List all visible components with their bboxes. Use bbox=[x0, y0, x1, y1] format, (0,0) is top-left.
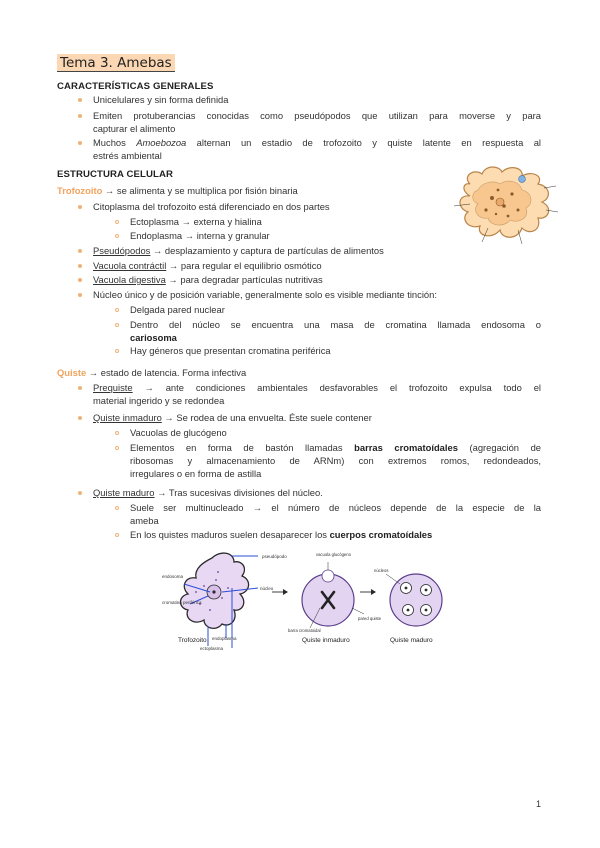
contractile-vacuole-bullet: Vacuola contráctil → para regular el equilibrio osmótico bbox=[93, 260, 322, 271]
ectoplasm-item: Ectoplasma → externa y hialina bbox=[130, 216, 262, 227]
bullet-dot bbox=[78, 278, 82, 282]
inmaduro-item-2-line1: Elementos en forma de bastón llamadas barras cromatoídales (agregación de bbox=[130, 442, 541, 453]
label-pseudopodo: pseudópodo bbox=[262, 554, 287, 559]
caption-quiste-maduro: Quiste maduro bbox=[390, 637, 433, 644]
trofozoito-drawing bbox=[181, 553, 249, 628]
label-endosoma: endosoma bbox=[162, 574, 184, 579]
prequiste-line2: material ingerido y se redondea bbox=[93, 395, 225, 406]
general-bullet-2-line2: capturar el alimento bbox=[93, 123, 176, 134]
life-cycle-figure bbox=[160, 548, 460, 658]
digestive-vacuole-bullet: Vacuola digestiva → para degradar partículas nutritivas bbox=[93, 274, 323, 285]
general-bullet-3-line1: Muchos Amoebozoa alternan un estadio de trofozoito y quiste latente en respuesta al bbox=[93, 137, 541, 148]
caption-quiste-inmaduro: Quiste inmaduro bbox=[302, 637, 350, 644]
sub-bullet-circle bbox=[115, 446, 119, 450]
label-endoplasma: endoplasma bbox=[212, 636, 237, 641]
label-vacuola: vacuola glucógeno bbox=[316, 552, 351, 557]
cytoplasm-bullet: Citoplasma del trofozoito está diferenciado en dos partes bbox=[93, 201, 330, 212]
sub-bullet-circle bbox=[115, 308, 119, 312]
bullet-dot bbox=[78, 264, 82, 268]
bullet-dot bbox=[78, 249, 82, 253]
nucleus-item-3: Hay géneros que presentan cromatina periférica bbox=[130, 345, 331, 356]
maduro-item-1-line1: Suele ser multinucleado → el número de núcleos depende de la especie de la bbox=[130, 502, 541, 513]
bullet-dot bbox=[78, 416, 82, 420]
pseudopod-bullet: Pseudópodos → desplazamiento y captura de partículas de alimentos bbox=[93, 245, 384, 256]
bullet-dot bbox=[78, 386, 82, 390]
quiste-inmaduro-bullet: Quiste inmaduro → Se rodea de una envuelta. Éste suele contener bbox=[93, 412, 372, 423]
trofozoito-line: Trofozoito → se alimenta y se multiplica por fisión binaria bbox=[57, 185, 298, 196]
bullet-dot bbox=[78, 141, 82, 145]
general-bullet-1: Unicelulares y sin forma definida bbox=[93, 94, 229, 105]
quiste-line: Quiste → estado de latencia. Forma infectiva bbox=[57, 367, 247, 378]
endoplasm-item: Endoplasma → interna y granular bbox=[130, 230, 270, 241]
label-nucleo: núcleo bbox=[260, 586, 274, 591]
amoeba-illustration bbox=[452, 162, 564, 248]
caption-trofozoito: Trofozoito bbox=[178, 637, 207, 644]
bullet-dot bbox=[78, 293, 82, 297]
page-title: Tema 3. Amebas bbox=[57, 54, 175, 71]
bullet-dot bbox=[78, 205, 82, 209]
general-bullet-3-line2: estrés ambiental bbox=[93, 150, 162, 161]
nucleus-item-1: Delgada pared nuclear bbox=[130, 304, 225, 315]
label-ectoplasma: ectoplasma bbox=[200, 646, 224, 651]
sub-bullet-circle bbox=[115, 533, 119, 537]
nucleus-bullet: Núcleo único y de posición variable, generalmente solo es visible mediante tinción: bbox=[93, 289, 437, 300]
structure-heading: ESTRUCTURA CELULAR bbox=[57, 169, 174, 180]
maduro-item-1-line2: ameba bbox=[130, 515, 159, 526]
label-pared: pared quiste bbox=[358, 616, 382, 621]
label-barra: barra cromatoidal bbox=[288, 628, 321, 633]
label-nucleos: núcleos bbox=[374, 568, 389, 573]
title-underline bbox=[57, 71, 175, 72]
sub-bullet-circle bbox=[115, 349, 119, 353]
bullet-dot bbox=[78, 98, 82, 102]
maduro-item-2: En los quistes maduros suelen desaparecer los cuerpos cromatoídales bbox=[130, 529, 433, 540]
nucleus-item-2-line2: cariosoma bbox=[130, 332, 177, 343]
inmaduro-item-2-line2: ribosomas y almacenamiento de ARNm) con extremos romos, redondeados, bbox=[130, 455, 541, 466]
label-cromatina: cromatina periférica bbox=[162, 600, 202, 605]
inmaduro-item-1: Vacuolas de glucógeno bbox=[130, 427, 227, 438]
bullet-dot bbox=[78, 491, 82, 495]
quiste-maduro-bullet: Quiste maduro → Tras sucesivas divisiones del núcleo. bbox=[93, 487, 323, 498]
bullet-dot bbox=[78, 114, 82, 118]
quiste-maduro-drawing bbox=[390, 574, 442, 626]
sub-bullet-circle bbox=[115, 220, 119, 224]
page-number: 1 bbox=[536, 799, 542, 809]
prequiste-line1: Prequiste → ante condiciones ambientales desfavorables el trofozoito expulsa todo el bbox=[93, 382, 541, 393]
inmaduro-item-2-line3: irregulares o en forma de astilla bbox=[130, 468, 262, 479]
general-heading: CARACTERÍSTICAS GENERALES bbox=[57, 81, 214, 92]
sub-bullet-circle bbox=[115, 506, 119, 510]
sub-bullet-circle bbox=[115, 323, 119, 327]
general-bullet-2-line1: Emiten protuberancias conocidas como pseudópodos que utilizan para moverse y para bbox=[93, 110, 541, 121]
nucleus-item-2-line1: Dentro del núcleo se encuentra una masa de cromatina llamada endosoma o bbox=[130, 319, 541, 330]
sub-bullet-circle bbox=[115, 431, 119, 435]
sub-bullet-circle bbox=[115, 234, 119, 238]
quiste-inmaduro-drawing bbox=[302, 570, 354, 626]
